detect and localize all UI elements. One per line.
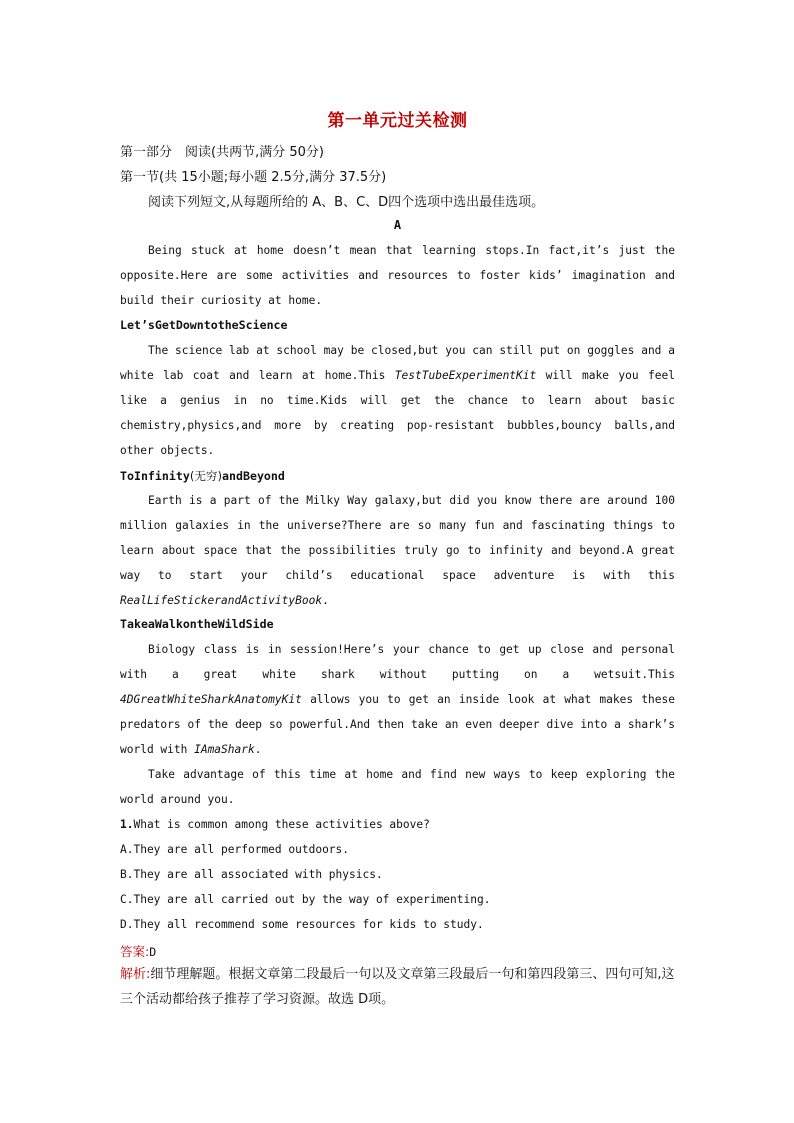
subheading-infinity: ToInfinity(无穷)andBeyond [120, 469, 285, 483]
product-title: RealLifeStickerandActivityBook [120, 594, 323, 607]
section-heading: 第一部分 阅读(共两节,满分 50分) [120, 145, 324, 160]
instruction-text: 阅读下列短文,从每题所给的 A、B、C、D四个选项中选出最佳选项。 [148, 195, 545, 210]
product-title: TestTubeExperimentKit [394, 369, 537, 382]
answer-line: 答案:D [120, 944, 157, 959]
section-part-heading: 第一节(共 15小题;每小题 2.5分,满分 37.5分) [120, 170, 387, 185]
option-d: D.They all recommend some resources for kids to study. [120, 918, 484, 931]
option-a: A.They are all performed outdoors. [120, 843, 350, 856]
option-b: B.They are all associated with physics. [120, 868, 383, 881]
subheading-science: Let’sGetDowntotheScience [120, 318, 288, 332]
space-paragraph: Earth is a part of the Milky Way galaxy,but did you know there are around 100 million galaxies in the universe?There are so many fun and fascinating things to learn about space that the possibilities truly go to infinity and beyond.A great way to start your child’s educational space adventure is with this RealLifeStickerandActivityBook. [120, 494, 675, 607]
page-title: 第一单元过关检测 [327, 111, 468, 131]
intro-paragraph: Being stuck at home doesn’t mean that learning stops.In fact,it’s just the opposite.Here are some activities and resources to foster kids’ imagination and build their curiosity at home. [120, 244, 675, 307]
analysis-text: 解析:细节理解题。根据文章第二段最后一句以及文章第三段最后一句和第四段第三、四句可知,这三个活动都给孩子推荐了学习资源。故选 D项。 [120, 967, 675, 1007]
product-title: IAmaShark [194, 743, 255, 756]
closing-paragraph: Take advantage of this time at home and find new ways to keep exploring the world around you. [120, 768, 675, 806]
subheading-wild-side: TakeaWalkontheWildSide [120, 617, 274, 631]
biology-paragraph: Biology class is in session!Here’s your chance to get up close and personal with a great white shark without putting on a wetsuit.This 4DGreatWhiteSharkAnatomyKit allows you to get an inside look at what makes these predators of the deep so powerful.And then take an even deeper dive into a shark’s world with IAmaShark. [120, 643, 675, 756]
product-title: 4DGreatWhiteSharkAnatomyKit [120, 693, 302, 706]
passage-label: A [393, 218, 402, 232]
question-1: 1.What is common among these activities above? [120, 818, 430, 831]
science-paragraph: The science lab at school may be closed,but you can still put on goggles and a white lab coat and learn at home.This TestTubeExperimentKit will make you feel like a genius in no time.Kids will get the chance to learn about basic chemistry,physics,and more by creating pop-resistant bubbles,bouncy balls,and other objects. [120, 344, 675, 457]
option-c: C.They are all carried out by the way of experimenting. [120, 893, 491, 906]
